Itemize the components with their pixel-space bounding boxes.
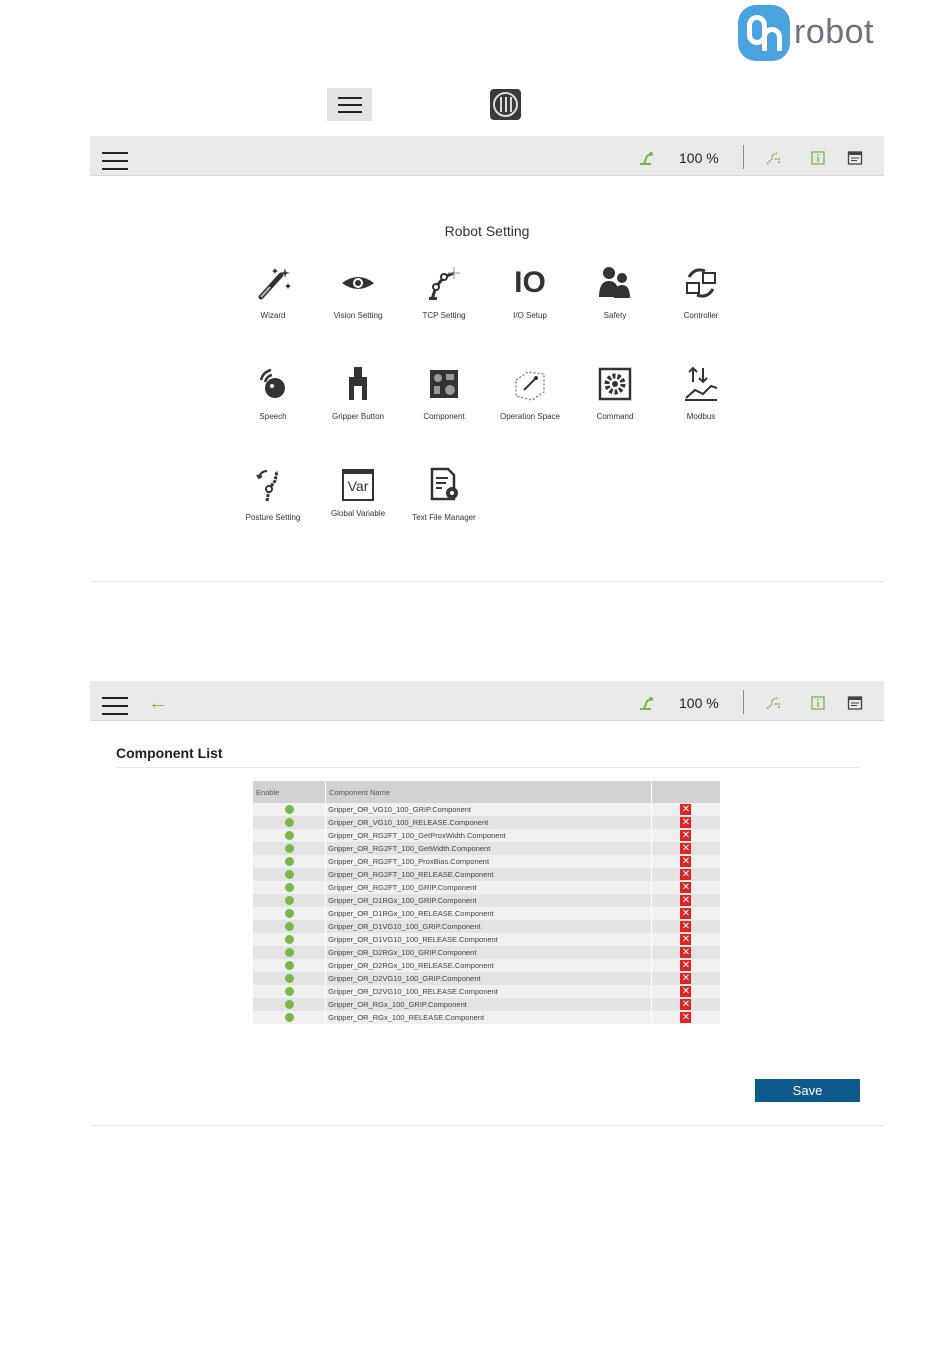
delete-cell [651,881,720,894]
tile-speech[interactable] [230,364,316,421]
enable-cell [253,816,326,829]
component-name-cell: Gripper_OR_D2VG10_100_RELEASE.Component [326,985,652,998]
tile-label: Vision Setting [333,311,383,320]
menu-icon[interactable] [102,152,128,172]
safety-people-icon [595,263,635,303]
delete-cell [651,946,720,959]
enable-cell [253,907,326,920]
delete-icon[interactable]: ✕ [681,882,691,893]
enable-cell [253,1011,326,1024]
enabled-status-icon[interactable] [285,844,294,853]
speed-value[interactable]: 100 % [679,695,719,711]
enabled-status-icon[interactable] [285,987,294,996]
tile-label: Operation Space [499,412,561,421]
component-name-cell: Gripper_OR_RG2FT_100_ProxBias.Component [326,855,652,868]
info-icon[interactable] [810,151,826,165]
tile-label: Command [596,412,634,421]
enable-cell [253,933,326,946]
log-icon[interactable] [847,151,863,165]
component-name-cell: Gripper_OR_RGx_100_GRIP.Component [326,998,652,1011]
enable-cell [253,842,326,855]
robot-status-icon [638,151,654,165]
back-arrow-icon[interactable]: ← [148,692,168,714]
delete-icon[interactable]: ✕ [681,921,691,932]
text-file-icon [424,465,464,505]
component-name-cell: Gripper_OR_RG2FT_100_RELEASE.Component [326,868,652,881]
robot-setting-screen [90,136,884,582]
tcp-arm-icon [424,263,464,303]
enabled-status-icon[interactable] [285,1013,294,1022]
enabled-status-icon[interactable] [285,805,294,814]
tile-global-variable[interactable] [315,465,401,518]
component-name-cell: Gripper_OR_D2VG10_100_GRIP.Component [326,972,652,985]
delete-cell [651,894,720,907]
gripper-icon [338,364,378,404]
enable-cell [253,959,326,972]
tile-label: I/O Setup [513,311,547,320]
delete-icon[interactable]: ✕ [681,908,691,919]
delete-cell [651,998,720,1011]
component-name-cell: Gripper_OR_RG2FT_100_GetWidth.Component [326,842,652,855]
table-row[interactable] [253,829,721,842]
delete-cell [651,985,720,998]
log-icon[interactable] [847,696,863,710]
info-icon[interactable] [810,696,826,710]
component-table-body [253,803,721,1024]
speech-icon [253,364,293,404]
tile-text-file-manager[interactable] [401,465,487,522]
robot-setting-title: Robot Setting [444,223,530,239]
delete-icon[interactable]: ✕ [681,1012,691,1023]
enabled-status-icon[interactable] [285,870,294,879]
logo-text: robot [794,13,874,51]
operation-space-icon [510,364,550,404]
delete-cell [651,920,720,933]
enable-cell [253,946,326,959]
title-divider [116,767,860,768]
enable-cell [253,803,326,816]
delete-cell [651,907,720,920]
delete-icon[interactable]: ✕ [681,804,691,815]
tile-tcp-setting[interactable] [401,263,487,320]
tile-wizard[interactable] [230,263,316,320]
tile-label: Component [423,412,465,421]
delete-cell [651,816,720,829]
table-row[interactable] [253,868,721,881]
component-name-cell: Gripper_OR_RG2FT_100_GetProxWidth.Component [326,829,652,842]
logo-mark-icon [738,5,790,61]
enable-cell [253,855,326,868]
menu-icon[interactable] [102,697,128,717]
tile-label: Text File Manager [412,513,476,522]
save-button[interactable]: Save [755,1079,860,1102]
enabled-status-icon[interactable] [285,974,294,983]
table-row[interactable] [253,881,721,894]
tile-vision-setting[interactable] [315,263,401,320]
io-icon: IO [514,266,546,299]
tile-operation-space[interactable] [487,364,573,421]
delete-cell [651,959,720,972]
connection-icon[interactable] [766,696,782,710]
tile-label: Wizard [260,311,286,320]
delete-cell [651,855,720,868]
top-bar [90,136,884,176]
enabled-status-icon[interactable] [285,935,294,944]
enabled-status-icon[interactable] [285,948,294,957]
command-gear-icon [595,364,635,404]
table-row[interactable] [253,998,721,1011]
delete-icon[interactable]: ✕ [681,869,691,880]
component-list-title: Component List [116,745,223,761]
component-name-cell: Gripper_OR_D2RGx_100_RELEASE.Component [326,959,652,972]
delete-icon[interactable]: ✕ [681,843,691,854]
divider [743,145,744,169]
tile-label: Controller [683,311,719,320]
table-row[interactable] [253,920,721,933]
controller-icon [681,263,721,303]
enable-cell [253,894,326,907]
menu-reference-icon [327,88,372,121]
delete-icon[interactable]: ✕ [681,830,691,841]
delete-cell [651,972,720,985]
tile-posture-setting[interactable] [230,465,316,522]
enable-cell [253,998,326,1011]
delete-icon[interactable]: ✕ [681,947,691,958]
component-name-cell: Gripper_OR_RG2FT_100_GRIP.Component [326,881,652,894]
delete-cell [651,868,720,881]
table-row[interactable] [253,959,721,972]
delete-icon[interactable]: ✕ [681,856,691,867]
posture-icon [253,465,293,505]
tile-label: Speech [259,412,287,421]
enabled-status-icon[interactable] [285,883,294,892]
delete-icon[interactable]: ✕ [681,895,691,906]
delete-cell [651,829,720,842]
table-header-row [253,781,721,803]
enabled-status-icon[interactable] [285,909,294,918]
component-name-cell: Gripper_OR_VG10_100_GRIP.Component [326,803,652,816]
tile-modbus[interactable] [658,364,744,421]
delete-cell [651,933,720,946]
component-name-cell: Gripper_OR_D1VG10_100_GRIP.Component [326,920,652,933]
delete-cell [651,842,720,855]
settings-reference-icon [490,89,521,120]
divider [743,690,744,714]
table-row[interactable] [253,907,721,920]
top-bar [90,681,884,721]
enable-cell [253,868,326,881]
wizard-wand-icon [253,263,293,303]
column-header-component-name[interactable]: Component Name [326,781,652,803]
delete-icon[interactable]: ✕ [681,999,691,1010]
column-header-delete [651,781,720,803]
tile-controller[interactable] [658,263,744,320]
tile-label: Modbus [686,412,716,421]
table-row[interactable] [253,946,721,959]
tile-label: Global Variable [330,509,386,518]
tile-gripper-button[interactable] [315,364,401,421]
column-header-enable[interactable]: Enable [253,781,326,803]
speed-value[interactable]: 100 % [679,150,719,166]
enabled-status-icon[interactable] [285,818,294,827]
tile-label: Posture Setting [245,513,301,522]
component-list-screen [90,681,884,1126]
enable-cell [253,881,326,894]
enable-cell [253,972,326,985]
tile-component[interactable] [401,364,487,421]
tile-safety[interactable] [572,263,658,320]
enabled-status-icon[interactable] [285,961,294,970]
enable-cell [253,985,326,998]
eye-icon [338,263,378,303]
component-name-cell: Gripper_OR_RGx_100_RELEASE.Component [326,1011,652,1024]
table-row[interactable] [253,855,721,868]
table-row[interactable] [253,894,721,907]
delete-cell [651,1011,720,1024]
enable-cell [253,920,326,933]
delete-icon[interactable]: ✕ [681,960,691,971]
component-name-cell: Gripper_OR_D1VG10_100_RELEASE.Component [326,933,652,946]
enabled-status-icon[interactable] [285,922,294,931]
table-row[interactable] [253,933,721,946]
enabled-status-icon[interactable] [285,857,294,866]
component-name-cell: Gripper_OR_VG10_100_RELEASE.Component [326,816,652,829]
component-icon [424,364,464,404]
delete-icon[interactable]: ✕ [681,934,691,945]
var-icon: Var [342,469,374,501]
component-name-cell: Gripper_OR_D1RGx_100_RELEASE.Component [326,907,652,920]
component-name-cell: Gripper_OR_D2RGx_100_GRIP.Component [326,946,652,959]
tile-command[interactable] [572,364,658,421]
modbus-icon [681,364,721,404]
connection-icon[interactable] [766,151,782,165]
table-row[interactable] [253,842,721,855]
tile-label: TCP Setting [422,311,466,320]
table-row[interactable] [253,985,721,998]
delete-cell [651,803,720,816]
enabled-status-icon[interactable] [285,831,294,840]
tile-io-setup[interactable] [487,263,573,320]
component-name-cell: Gripper_OR_D1RGx_100_GRIP.Component [326,894,652,907]
table-row[interactable] [253,803,721,816]
table-row[interactable] [253,972,721,985]
tile-label: Gripper Button [331,412,385,421]
robot-status-icon [638,696,654,710]
onrobot-logo [738,5,878,63]
enabled-status-icon[interactable] [285,1000,294,1009]
tile-label: Safety [603,311,627,320]
component-table [253,781,721,1024]
enable-cell [253,829,326,842]
table-row[interactable] [253,816,721,829]
enabled-status-icon[interactable] [285,896,294,905]
delete-icon[interactable]: ✕ [681,986,691,997]
delete-icon[interactable]: ✕ [681,973,691,984]
table-row[interactable] [253,1011,721,1024]
delete-icon[interactable]: ✕ [681,817,691,828]
